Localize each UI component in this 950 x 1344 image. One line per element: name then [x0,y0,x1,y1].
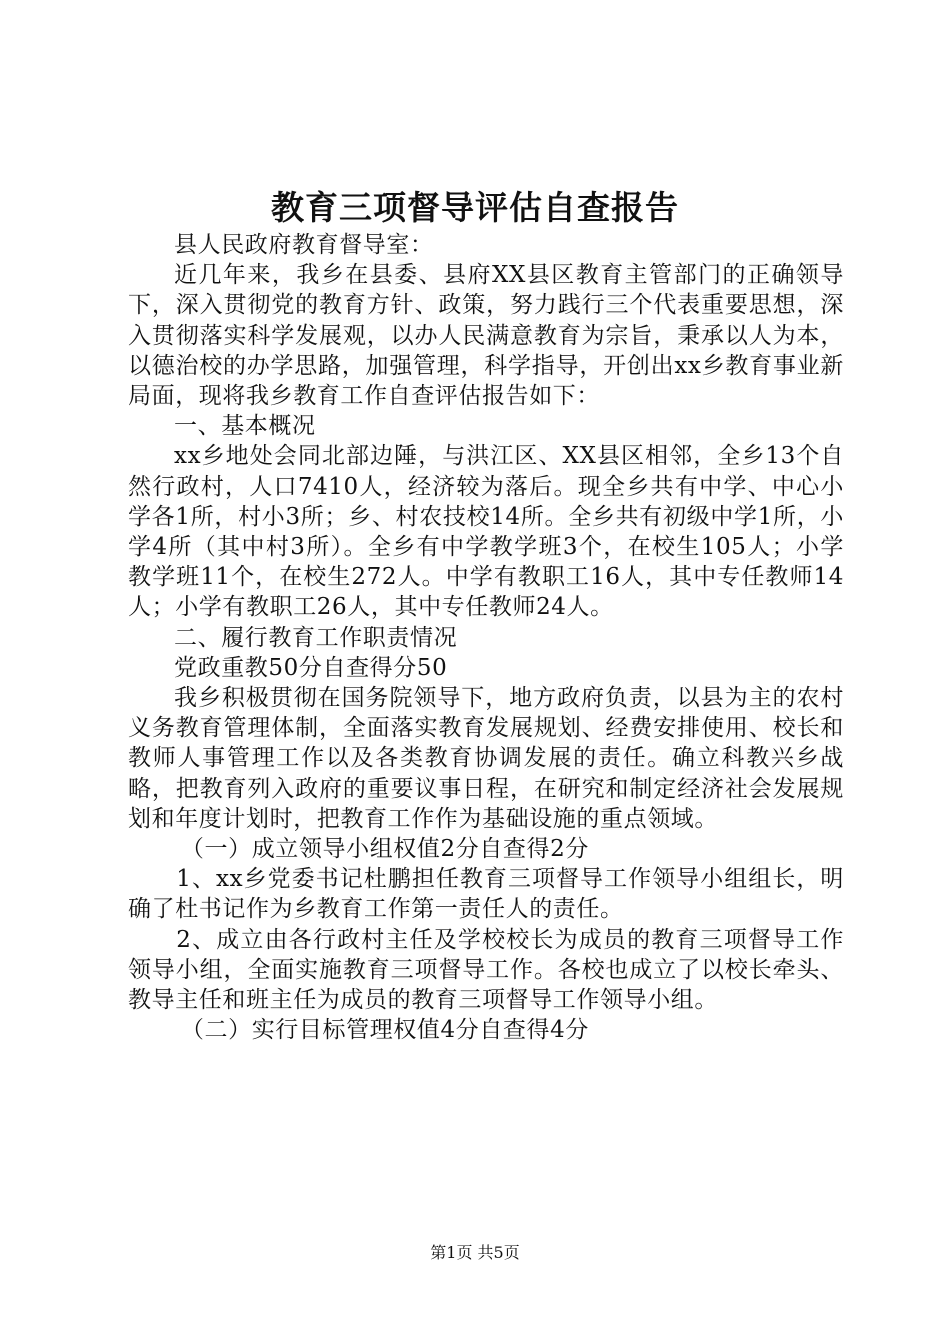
subheading-party-priority: 党政重教50分自查得分50 [174,654,448,681]
page-number: 第1页 共5页 [430,1243,520,1262]
paragraph-intro: 近几年来，我乡在县委、县府XX县区教育主管部门的正确领导下，深入贯彻党的教育方针、政策，努力践行三个代表重要思想，深入贯彻落实科学发展观，以办人民满意教育为宗旨，秉承以人为本，以德治校的办学思路，加强管理，科学指导，开创出xx乡教育事业新局面，现将我乡教育工作自查评估报告如下： [128,262,844,410]
document-title: 教育三项督导评估自查报告 [271,188,679,227]
subheading-target-management: （二）实行目标管理权值4分自查得4分 [180,1017,589,1044]
heading-basic-overview: 一、基本概况 [174,413,316,440]
paragraph-item-1: 1、xx乡党委书记杜鹏担任教育三项督导工作领导小组组长，明确了杜书记作为乡教育工作第一责任人的责任。 [128,866,844,923]
subheading-leadership-group: （一）成立领导小组权值2分自查得2分 [180,836,589,863]
salutation: 县人民政府教育督导室： [174,232,434,258]
paragraph-basic-overview: xx乡地处会同北部边陲，与洪江区、XX县区相邻，全乡13个自然行政村，人口7410人，经济较为落后。现全乡共有中学、中心小学各1所，村小3所；乡、村农技校14所。全乡共有初级中学1所，小学4所（其中村3所）。全乡有中学教学班3个，在校生105人；小学教学班11个，在校生272人。中学有教职工16人，其中专任教师14人；小学有教职工26人，其中专任教师24人。 [128,443,844,621]
document-body [128,230,844,1045]
paragraph-duties: 我乡积极贯彻在国务院领导下，地方政府负责，以县为主的农村义务教育管理体制，全面落实教育发展规划、经费安排使用、校长和教师人事管理工作以及各类教育协调发展的责任。确立科教兴乡战略，把教育列入政府的重要议事日程，在研究和制定经济社会发展规划和年度计划时，把教育工作作为基础设施的重点领域。 [128,685,844,832]
paragraph-item-2: 2、成立由各行政村主任及学校校长为成员的教育三项督导工作领导小组，全面实施教育三项督导工作。各校也成立了以校长牵头、教导主任和班主任为成员的教育三项督导工作领导小组。 [128,926,844,1014]
heading-duties: 二、履行教育工作职责情况 [174,624,458,651]
